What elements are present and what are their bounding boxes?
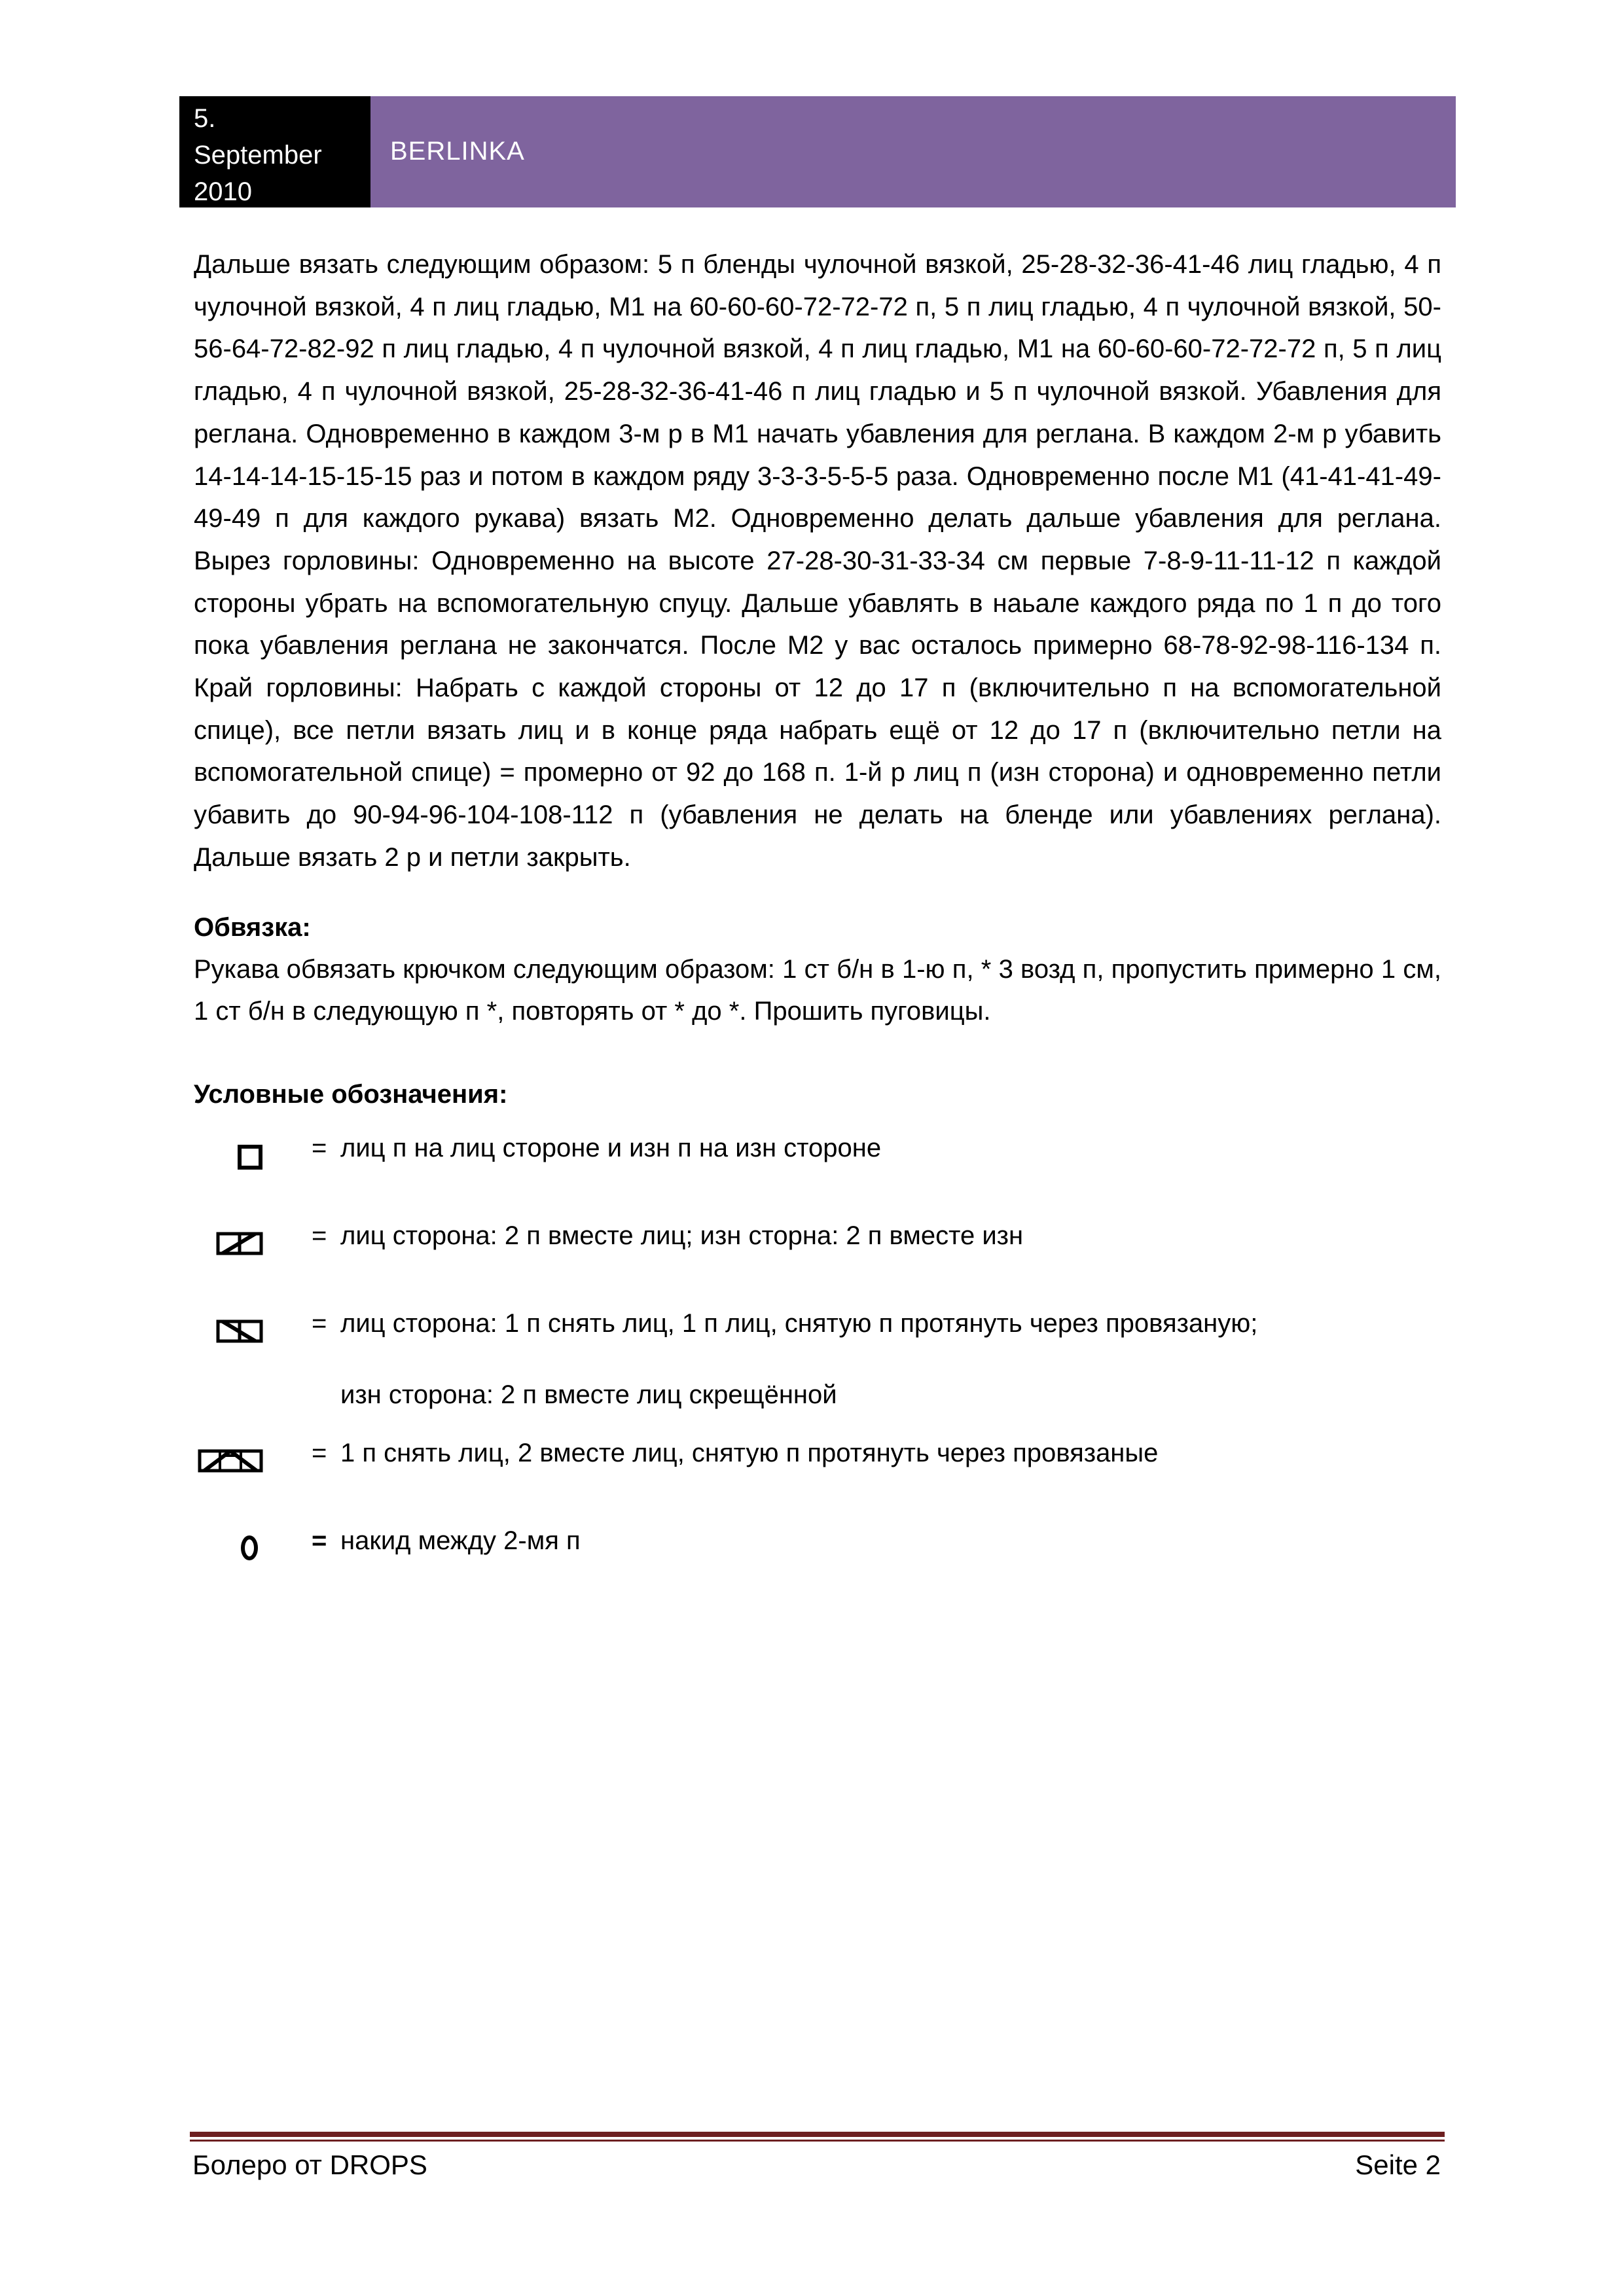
legend-text: накид между 2-мя п (340, 1526, 581, 1555)
instructions-paragraph: Дальше вязать следующим образом: 5 п бленды чулочной вязкой, 25-28-32-36-41-46 лиц гладью, 4 п чулочной вязкой, 4 п лиц гладью, М1 на 60-60-60-72-72-72 п, 5 п лиц гладью, 4 п чулочной вязкой, 50-56-64-72-82-92 п лиц гладью, 4 п чулочной вязкой, 4 п лиц гладью, М1 на 60-60-60-72-72-72 п, 5 п лиц гладью, 4 п чулочной вязкой, 25-28-32-36-41-46 п лиц гладью и 5 п чулочной вязкой. Убавления для реглана. Одновременно в каждом 3-м р в М1 начать убавления для реглана. В каждом 2-м р убавить 14-14-14-15-15-15 раз и потом в каждом ряду 3-3-3-5-5-5 раза. Одновременно после М1 (41-41-41-49-49-49 п для каждого рукава) вязать М2. Одновременно делать дальше убавления для реглана. Вырез горловины: Одновременно на высоте 27-28-30-31-33-34 см первые 7-8-9-11-11-12 п каждой стороны убрать на вспомогательную спуцу. Дальше убавлять в наьале каждого ряда по 1 п до того пока убавления реглана не закончатся. После М2 у вас осталось примерно 68-78-92-98-116-134 п. Край горловины: Набрать с каждой стороны от 12 до 17 п (включительно п на вспомогательной спице), все петли вязать лиц и в конце ряда набрать ещё от 12 до 17 п (включительно петли на вспомогательной спице) = промерно от 92 до 168 п. 1-й р лиц п (изн сторона) и одновременно петли убавить до 90-94-96-104-108-112 п (убавления не делать на бленде или убавлениях реглана). Дальше вязать 2 р и петли закрыть. (194, 250, 1441, 872)
legend-equals: = (312, 1221, 327, 1250)
header-title: BERLINKA (370, 96, 1456, 207)
legend-equals: = (312, 1133, 327, 1162)
legend-text: лиц сторона: 1 п снять лиц, 1 п лиц, снятую п протянуть через провязаную; (340, 1308, 1258, 1338)
binding-heading: Обвязка: (194, 912, 311, 942)
header-date (179, 96, 370, 207)
legend-row (194, 1215, 1441, 1257)
legend-equals: = (312, 1308, 327, 1338)
legend-row (194, 1520, 1441, 1562)
footer-title: Болеро от DROPS (192, 2149, 427, 2180)
document-body (194, 243, 1441, 1562)
legend-row (194, 1127, 1441, 1169)
legend-text: 1 п снять лиц, 2 вместе лиц, снятую п протянуть через провязаные (340, 1438, 1159, 1467)
legend-text-continued: изн сторона: 2 п вместе лиц скрещённой (340, 1380, 837, 1409)
legend-row (194, 1302, 1441, 1409)
footer-divider-thin (190, 2140, 1445, 2142)
legend-equals: = (312, 1438, 327, 1467)
header-date-year: 2010 (194, 177, 252, 206)
header-date-month: September (194, 141, 322, 170)
page-header (179, 96, 1456, 207)
k2tog-icon (194, 1215, 312, 1257)
footer-divider (190, 2132, 1445, 2137)
symbol-legend (194, 1127, 1441, 1562)
yarn-over-icon (194, 1520, 312, 1562)
legend-equals: = (312, 1526, 327, 1555)
legend-heading: Условные обозначения: (194, 1079, 508, 1109)
legend-row (194, 1432, 1441, 1474)
legend-text: лиц сторона: 2 п вместе лиц; изн сторна: 2 п вместе изн (340, 1221, 1024, 1250)
header-date-day: 5. (194, 104, 216, 133)
ssk-icon (194, 1302, 312, 1344)
binding-paragraph: Рукава обвязать крючком следующим образом: 1 ст б/н в 1-ю п, * 3 возд п, пропустить примерно 1 см, 1 ст б/н в следующую п *, повторять от * до *. Прошить пуговицы. (194, 954, 1441, 1026)
legend-text: лиц п на лиц стороне и изн п на изн стороне (340, 1133, 882, 1162)
empty-square-icon (194, 1127, 312, 1169)
double-decrease-icon (194, 1432, 312, 1474)
page-number: Seite 2 (1355, 2149, 1441, 2180)
